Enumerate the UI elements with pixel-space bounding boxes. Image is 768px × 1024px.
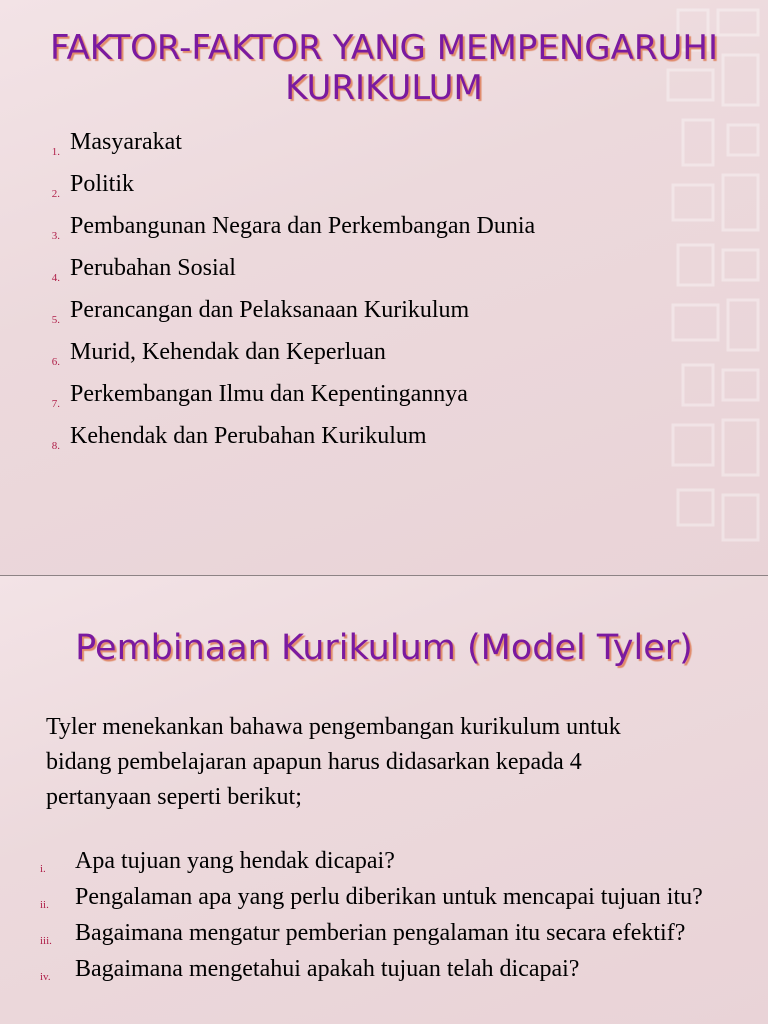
list-item [0, 848, 715, 875]
list-text: Murid, Kehendak dan Keperluan [70, 339, 386, 365]
list-text: Bagaimana mengetahui apakah tujuan telah dicapai? [75, 956, 580, 982]
list-text: Perubahan Sosial [70, 255, 236, 281]
list-number: 1. [51, 146, 60, 158]
list-text: Perkembangan Ilmu dan Kepentingannya [70, 381, 468, 407]
list-number: ii. [40, 899, 49, 911]
list-item [0, 884, 715, 911]
list-item [0, 253, 535, 295]
list-text: Kehendak dan Perubahan Kurikulum [70, 423, 427, 449]
list-text: Pengalaman apa yang perlu diberikan untuk mencapai tujuan itu? [75, 884, 703, 910]
question-list [0, 848, 715, 992]
list-item [0, 379, 535, 421]
list-item [0, 211, 535, 253]
list-number: 5. [51, 314, 60, 326]
list-text: Politik [70, 171, 135, 197]
list-number: 2. [51, 188, 60, 200]
list-item [0, 337, 535, 379]
list-number: iv. [40, 971, 51, 983]
factor-list [0, 127, 535, 463]
slide-tyler [0, 576, 768, 1024]
list-text: Perancangan dan Pelaksanaan Kurikulum [70, 297, 470, 323]
intro-paragraph: Tyler menekankan bahawa pengembangan kurikulum untuk bidang pembelajaran apapun harus didasarkan kepada 4 pertanyaan seperti berikut; [46, 714, 621, 810]
list-item [0, 127, 535, 169]
list-number: i. [40, 863, 46, 875]
list-number: iii. [40, 935, 52, 947]
list-item [0, 920, 715, 947]
list-item [0, 295, 535, 337]
slide-title: FAKTOR-FAKTOR YANG MEMPENGARUHI KURIKULUM [50, 28, 718, 109]
list-text: Pembangunan Negara dan Perkembangan Dunia [70, 213, 536, 239]
list-item [0, 421, 535, 463]
list-number: 6. [51, 356, 60, 368]
list-item [0, 956, 715, 983]
list-text: Bagaimana mengatur pemberian pengalaman itu secara efektif? [75, 920, 686, 946]
list-item [0, 169, 535, 211]
list-number: 4. [51, 272, 60, 284]
list-number: 3. [51, 230, 60, 242]
list-number: 8. [51, 440, 60, 452]
list-text: Apa tujuan yang hendak dicapai? [75, 848, 395, 874]
slide-title: Pembinaan Kurikulum (Model Tyler) [75, 628, 693, 668]
list-number: 7. [51, 398, 60, 410]
list-text: Masyarakat [70, 129, 182, 155]
